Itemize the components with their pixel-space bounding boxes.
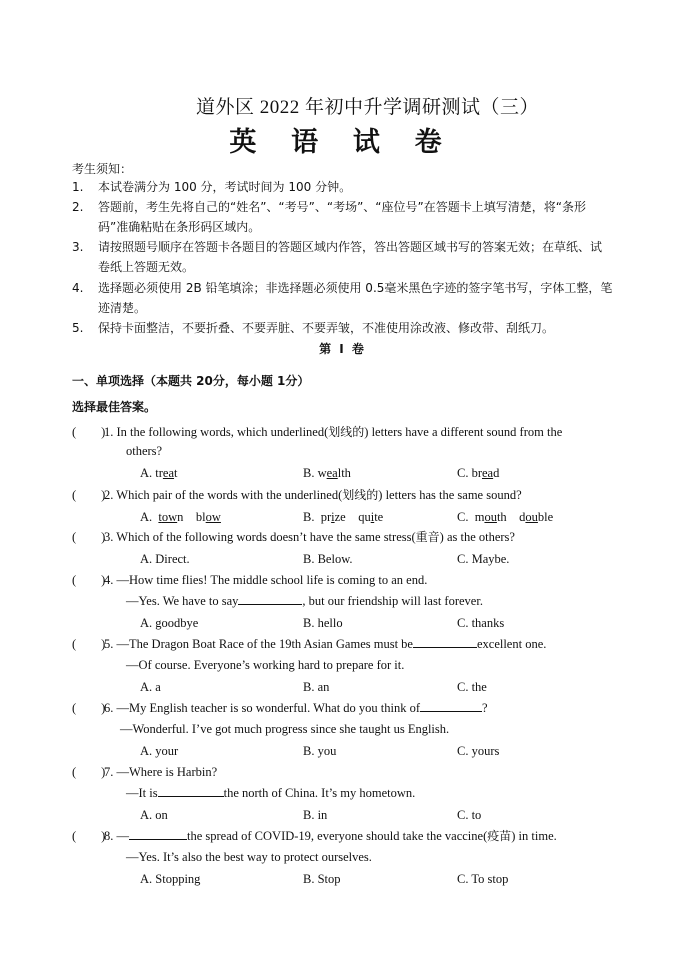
stem-part: ) letters have a different sound from the — [364, 425, 563, 439]
question-stem — [104, 634, 624, 655]
question-1-stem-cont: others? — [126, 444, 163, 458]
notice-heading: 考生须知： — [72, 162, 133, 176]
stem-gloss: 重音 — [415, 530, 440, 544]
notice-text: 保持卡面整洁，不要折叠、不要弄脏、不要弄皱，不准使用涂改液、修改带、刮纸刀。 — [98, 321, 555, 335]
part-title: 第 I 卷 — [319, 342, 366, 356]
answer-paren[interactable]: ( ) — [72, 530, 106, 544]
answer-blank[interactable] — [420, 699, 482, 712]
option-text: lth — [337, 466, 351, 480]
notice-num: 1. — [72, 180, 84, 194]
option-a[interactable]: A. Stopping — [140, 872, 201, 886]
option-text: t — [174, 466, 178, 480]
answer-paren[interactable]: ( ) — [72, 425, 106, 439]
notice-num: 5. — [72, 321, 84, 335]
notice-item-5 — [72, 318, 612, 338]
stem-part: ) as the others? — [439, 530, 515, 544]
exam-title: 道外区 2022 年初中升学调研测试（三） — [195, 97, 539, 118]
option-text: te — [374, 510, 384, 524]
section-instruction: 选择最佳答案。 — [72, 400, 157, 414]
answer-paren[interactable]: ( ) — [72, 488, 106, 502]
option-a[interactable]: A. your — [140, 744, 179, 758]
answer-paren[interactable]: ( ) — [72, 701, 106, 715]
option-a[interactable] — [140, 507, 221, 528]
notice-text: 本试卷满分为 100 分，考试时间为 100 分钟。 — [98, 180, 352, 194]
reply-part: —It is — [126, 786, 158, 800]
reply-part: the north of China. It’s my hometown. — [223, 786, 416, 800]
option-c[interactable] — [457, 463, 499, 484]
stem-gloss: 划线的 — [328, 425, 365, 439]
question-stem: 7. —Where is Harbin? — [104, 765, 218, 779]
notice-item-4 — [72, 278, 612, 318]
option-c[interactable]: C. To stop — [457, 872, 509, 886]
answer-paren[interactable]: ( ) — [72, 637, 106, 651]
option-a[interactable]: A. goodbye — [140, 616, 199, 630]
option-b[interactable] — [303, 463, 351, 484]
option-c[interactable] — [457, 507, 553, 528]
answer-blank[interactable] — [158, 784, 224, 797]
option-b[interactable]: B. Stop — [303, 872, 341, 886]
notice-item-2 — [72, 197, 612, 237]
answer-blank[interactable] — [238, 592, 302, 605]
option-underline: ea — [482, 466, 494, 480]
stem-part: 1. In the following words, which underlined( — [104, 425, 329, 439]
option-underline: i — [370, 510, 375, 524]
stem-gloss: 划线的 — [342, 488, 379, 502]
option-c[interactable]: C. thanks — [457, 616, 505, 630]
option-b[interactable]: B. an — [303, 680, 330, 694]
notice-num: 4. — [72, 281, 84, 295]
stem-part: 6. —My English teacher is so wonderful. What do you think of — [104, 701, 421, 715]
answer-paren[interactable]: ( ) — [72, 765, 106, 779]
option-b[interactable]: B. Below. — [303, 552, 353, 566]
notice-num: 2. — [72, 200, 84, 214]
stem-gloss: 疫苗 — [487, 829, 512, 843]
option-b[interactable] — [303, 507, 383, 528]
question-7-reply — [126, 783, 415, 804]
option-c[interactable]: C. the — [457, 680, 487, 694]
notice-text: 选择题必须使用 2B 铅笔填涂；非选择题必须使用 0.5毫米黑色字迹的签字笔书写，字体工整，笔迹清楚。 — [98, 281, 613, 315]
option-c[interactable]: C. Maybe. — [457, 552, 510, 566]
notice-item-3 — [72, 237, 612, 277]
option-text: C. br — [457, 466, 482, 480]
question-stem — [104, 826, 624, 847]
reply-part: —Yes. We have to say — [126, 594, 239, 608]
option-text: B. pr — [303, 510, 332, 524]
option-text: ze qu — [334, 510, 371, 524]
answer-paren[interactable]: ( ) — [72, 829, 106, 843]
option-text: ble — [537, 510, 554, 524]
notice-text: 请按照题号顺序在答题卡各题目的答题区域内作答，答出答题区域书写的答案无效；在草纸、试卷纸上答题无效。 — [98, 240, 603, 274]
question-8-reply: —Yes. It’s also the best way to protect ourselves. — [126, 850, 372, 864]
exam-subtitle: 英 语 试 卷 — [229, 127, 456, 157]
reply-part: , but our friendship will last forever. — [302, 594, 483, 608]
option-underline: ea — [326, 466, 338, 480]
notice-text: 答题前，考生先将自己的“姓名”、“考号”、“考场”、“座位号”在答题卡上填写清楚，将“条形码”准确粘贴在条形码区域内。 — [98, 200, 586, 234]
stem-part: ) letters has the same sound? — [378, 488, 522, 502]
stem-part: 2. Which pair of the words with the underlined( — [104, 488, 343, 502]
question-6-reply: —Wonderful. I’ve got much progress since she taught us English. — [120, 722, 450, 736]
option-underline: ou — [525, 510, 538, 524]
option-text: B. w — [303, 466, 327, 480]
option-text: A. tr — [140, 466, 163, 480]
option-underline: i — [331, 510, 335, 524]
stem-part: ? — [482, 701, 488, 715]
question-stem: 4. —How time flies! The middle school life is coming to an end. — [104, 573, 428, 587]
notice-num: 3. — [72, 240, 84, 254]
option-c[interactable]: C. yours — [457, 744, 500, 758]
option-text: n bl — [177, 510, 206, 524]
option-a[interactable]: A. a — [140, 680, 161, 694]
section-heading: 一、单项选择（本题共 20分，每小题 1分） — [72, 374, 310, 388]
stem-part: ) in time. — [511, 829, 557, 843]
answer-blank[interactable] — [129, 827, 187, 840]
question-stem — [104, 485, 624, 506]
option-text: A. — [140, 510, 159, 524]
option-a[interactable]: A. Direct. — [140, 552, 190, 566]
option-a[interactable] — [140, 463, 178, 484]
option-b[interactable]: B. you — [303, 744, 337, 758]
answer-blank[interactable] — [413, 635, 477, 648]
question-stem — [104, 527, 624, 548]
question-stem — [104, 698, 624, 719]
stem-part: excellent one. — [476, 637, 547, 651]
option-underline: ea — [162, 466, 175, 480]
notice-item-1 — [72, 177, 612, 197]
option-underline: t — [158, 510, 162, 524]
option-underline: ou — [484, 510, 497, 524]
question-4-reply — [126, 591, 483, 612]
option-a[interactable]: A. on — [140, 808, 168, 822]
option-c[interactable]: C. to — [457, 808, 482, 822]
option-underline: ow — [161, 510, 178, 524]
option-b[interactable]: B. in — [303, 808, 328, 822]
option-text: d — [493, 466, 500, 480]
option-b[interactable]: B. hello — [303, 616, 343, 630]
stem-part: 3. Which of the following words doesn’t have the same stress( — [104, 530, 416, 544]
option-text: C. m — [457, 510, 485, 524]
stem-part: 5. —The Dragon Boat Race of the 19th Asian Games must be — [104, 637, 413, 651]
question-stem — [104, 422, 624, 443]
stem-part: 8. — — [104, 829, 129, 843]
option-underline: ow — [205, 510, 221, 524]
stem-part: the spread of COVID-19, everyone should take the vaccine( — [187, 829, 488, 843]
option-text: th d — [496, 510, 526, 524]
answer-paren[interactable]: ( ) — [72, 573, 106, 587]
question-5-reply: —Of course. Everyone’s working hard to prepare for it. — [126, 658, 405, 672]
